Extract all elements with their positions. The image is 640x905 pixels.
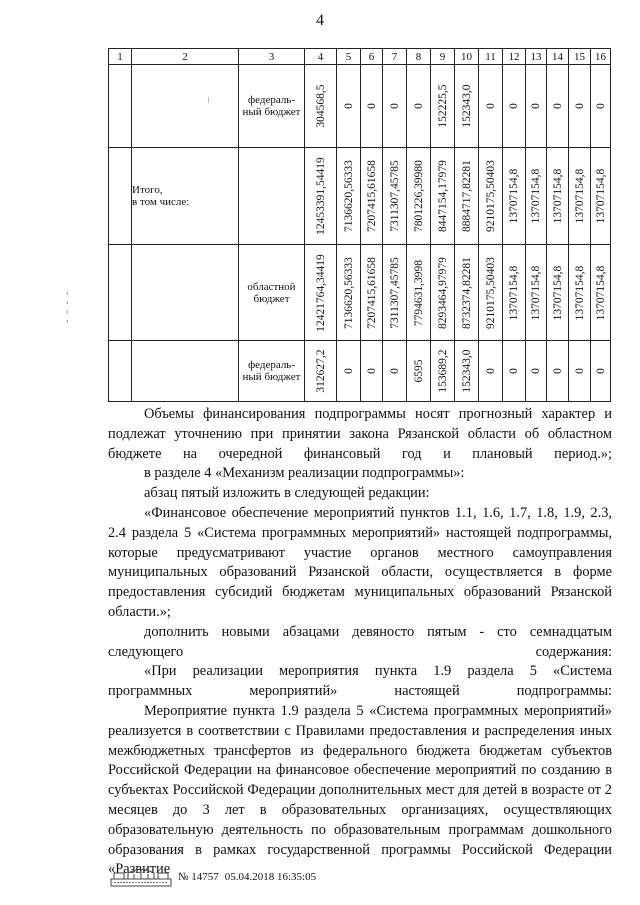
amount-value: 0 bbox=[573, 103, 586, 109]
funding-source-cell: федераль- ный бюджет bbox=[239, 65, 305, 148]
amount-value: 312627,2 bbox=[314, 349, 327, 393]
paragraph-fifth-abzac: абзац пятый изложить в следующей редакции: bbox=[144, 485, 430, 502]
amount-value: 152225,5 bbox=[436, 84, 449, 128]
amount-value: 12421764,34419 bbox=[314, 253, 327, 332]
amount-cell bbox=[305, 341, 337, 402]
amount-value: 0 bbox=[530, 103, 542, 109]
amount-cell bbox=[569, 245, 591, 341]
row-label-cell bbox=[132, 65, 239, 148]
handwritten-tick: ǀ bbox=[208, 96, 210, 105]
amount-cell bbox=[383, 341, 407, 402]
row-number-cell bbox=[109, 341, 132, 402]
amount-cell bbox=[526, 341, 547, 402]
column-header: 10 bbox=[455, 49, 479, 65]
row-number-cell bbox=[109, 245, 132, 341]
amount-value: 0 bbox=[365, 103, 378, 109]
row-number-cell bbox=[109, 148, 132, 245]
amount-cell bbox=[305, 65, 337, 148]
column-header: 5 bbox=[337, 49, 361, 65]
amount-value: 12453391,54419 bbox=[314, 157, 327, 235]
amount-value: 0 bbox=[365, 368, 378, 374]
amount-cell bbox=[407, 148, 431, 245]
amount-cell bbox=[305, 245, 337, 341]
amount-value: 0 bbox=[573, 368, 586, 374]
funding-source-cell: областной бюджет bbox=[239, 245, 305, 341]
amount-value: 13707154,8 bbox=[551, 265, 564, 320]
table-row bbox=[109, 341, 611, 402]
table-row bbox=[109, 65, 611, 148]
amount-value: 7311307,45785 bbox=[388, 160, 401, 232]
amount-value: 152343,0 bbox=[460, 84, 473, 128]
amount-cell bbox=[455, 148, 479, 245]
column-header: 15 bbox=[569, 49, 591, 65]
amount-cell bbox=[361, 148, 383, 245]
amount-cell bbox=[569, 65, 591, 148]
amount-cell bbox=[503, 341, 526, 402]
amount-cell bbox=[305, 148, 337, 245]
paragraph-item-1-9: «При реализации мероприятия пункта 1.9 раздела 5 «Система программных мероприятий» настоящей подпрограммы: bbox=[108, 663, 612, 700]
amount-cell bbox=[337, 65, 361, 148]
amount-value: 0 bbox=[594, 103, 607, 109]
column-header: 13 bbox=[526, 49, 547, 65]
amount-cell bbox=[455, 245, 479, 341]
column-header: 2 bbox=[132, 49, 239, 65]
margin-dash-marks: - - - - bbox=[63, 292, 73, 325]
amount-value: 0 bbox=[508, 368, 520, 374]
row-label-cell bbox=[132, 245, 239, 341]
amount-cell bbox=[479, 148, 503, 245]
amount-cell bbox=[383, 148, 407, 245]
amount-value: 0 bbox=[412, 103, 425, 109]
paragraph-section4-heading: в разделе 4 «Механизм реализации подпрограммы»: bbox=[144, 465, 465, 482]
amount-value: 152343,0 bbox=[460, 349, 473, 393]
funding-source-cell bbox=[239, 148, 305, 245]
amount-cell bbox=[547, 148, 569, 245]
column-header: 16 bbox=[591, 49, 611, 65]
amount-cell bbox=[407, 245, 431, 341]
amount-value: 8732374,82281 bbox=[460, 256, 473, 329]
amount-cell bbox=[337, 148, 361, 245]
amount-cell bbox=[337, 245, 361, 341]
amount-value: 7801226,39980 bbox=[412, 160, 425, 232]
amount-cell bbox=[407, 65, 431, 148]
amount-value: 8884717,82281 bbox=[460, 160, 473, 232]
column-header: 8 bbox=[407, 49, 431, 65]
document-stamp-icon bbox=[110, 867, 172, 887]
amount-cell bbox=[591, 341, 611, 402]
amount-cell bbox=[407, 341, 431, 402]
row-label-cell: Итого, в том числе: bbox=[132, 148, 239, 245]
amount-cell bbox=[503, 148, 526, 245]
amount-cell bbox=[361, 245, 383, 341]
amount-value: 13707154,8 bbox=[594, 168, 607, 224]
footer bbox=[110, 865, 316, 889]
amount-cell bbox=[455, 65, 479, 148]
amount-cell bbox=[547, 341, 569, 402]
amount-cell bbox=[569, 341, 591, 402]
amount-cell bbox=[431, 65, 455, 148]
amount-value: 13707154,8 bbox=[594, 265, 607, 320]
amount-cell bbox=[526, 148, 547, 245]
document-datetime: 05.04.2018 16:35:05 bbox=[224, 871, 317, 883]
table-row bbox=[109, 148, 611, 245]
amount-value: 7794631,3998 bbox=[412, 259, 425, 326]
amount-cell bbox=[479, 65, 503, 148]
amount-value: 9210175,50403 bbox=[484, 256, 497, 329]
amount-cell bbox=[503, 65, 526, 148]
document-number: № 14757 bbox=[178, 871, 219, 883]
amount-cell bbox=[526, 245, 547, 341]
column-header: 12 bbox=[503, 49, 526, 65]
amount-cell bbox=[431, 341, 455, 402]
amount-value: 304568,5 bbox=[314, 84, 327, 128]
amount-cell bbox=[431, 245, 455, 341]
amount-value: 13707154,8 bbox=[530, 168, 542, 224]
column-header: 11 bbox=[479, 49, 503, 65]
column-header: 3 bbox=[239, 49, 305, 65]
amount-value: 9210175,50403 bbox=[484, 160, 497, 232]
amount-value: 8293464,97979 bbox=[436, 256, 449, 329]
amount-cell bbox=[361, 65, 383, 148]
amount-cell bbox=[591, 65, 611, 148]
amount-cell bbox=[361, 341, 383, 402]
amount-value: 0 bbox=[551, 368, 564, 374]
table-row bbox=[109, 245, 611, 341]
amount-cell bbox=[455, 341, 479, 402]
amount-value: 6595 bbox=[412, 359, 425, 383]
paragraph-forecast-note: Объемы финансирования подпрограммы носят прогнозный характер и подлежат уточнению при принятии закона Рязанской области об областном бюджете на очередной финансовый год и плановый период.»; bbox=[108, 406, 612, 462]
paragraph-new-abzacs: дополнить новыми абзацами девяносто пятым - сто семнадцатым следующего содержания: bbox=[108, 623, 612, 660]
amount-value: 7207415,61658 bbox=[365, 256, 378, 329]
amount-value: 13707154,8 bbox=[508, 168, 520, 224]
paragraph-measure-description: Мероприятие пункта 1.9 раздела 5 «Система программных мероприятий» реализуется в соответствии с Правилами предоставления и распределения иных межбюджетных трансфертов из федерального бюджета бюджетам субъектов Российской Федерации на финансовое обеспечение мероприятий по созданию в субъектах Российской Федерации дополнительных мест для детей в возрасте от 2 месяцев до 3 лет в образовательных организациях, осуществляющих образовательную деятельность по образовательным программам дошкольного образования в рамках государственной программы Российской Федерации «Развитие bbox=[108, 702, 612, 878]
amount-value: 13707154,8 bbox=[530, 265, 542, 320]
amount-value: 0 bbox=[484, 368, 497, 374]
amount-cell bbox=[383, 245, 407, 341]
amount-cell bbox=[479, 245, 503, 341]
amount-cell bbox=[547, 245, 569, 341]
column-header: 4 bbox=[305, 49, 337, 65]
amount-value: 0 bbox=[342, 368, 355, 374]
amount-value: 0 bbox=[530, 368, 542, 374]
amount-value: 153689,2 bbox=[436, 349, 449, 393]
amount-value: 0 bbox=[342, 103, 355, 109]
amount-cell bbox=[383, 65, 407, 148]
amount-value: 13707154,8 bbox=[551, 168, 564, 224]
amount-value: 0 bbox=[484, 103, 497, 109]
amount-cell bbox=[569, 148, 591, 245]
column-header: 9 bbox=[431, 49, 455, 65]
body-text bbox=[108, 405, 612, 880]
row-number-cell bbox=[109, 65, 132, 148]
amount-value: 0 bbox=[594, 368, 607, 374]
amount-value: 7207415,61658 bbox=[365, 160, 378, 232]
column-header: 6 bbox=[361, 49, 383, 65]
amount-cell bbox=[479, 341, 503, 402]
amount-value: 0 bbox=[551, 103, 564, 109]
column-header: 14 bbox=[547, 49, 569, 65]
amount-cell bbox=[526, 65, 547, 148]
amount-value: 13707154,8 bbox=[573, 265, 586, 320]
amount-value: 0 bbox=[388, 103, 401, 109]
amount-cell bbox=[431, 148, 455, 245]
amount-value: 13707154,8 bbox=[573, 168, 586, 224]
column-header: 7 bbox=[383, 49, 407, 65]
amount-cell bbox=[503, 245, 526, 341]
amount-cell bbox=[591, 148, 611, 245]
amount-cell bbox=[547, 65, 569, 148]
amount-value: 7136620,56333 bbox=[342, 256, 355, 329]
paragraph-financing: «Финансовое обеспечение мероприятий пунктов 1.1, 1.6, 1.7, 1.8, 1.9, 2.3, 2.4 раздела 5 «Система программных мероприятий» настоящей подпрограммы, которые предусматривают участие органов местного самоуправления муниципальных образований Рязанской области, осуществляется в форме предоставления субсидий бюджетам муниципальных образований Рязанской области.»; bbox=[108, 504, 612, 620]
amount-value: 8447154,17979 bbox=[436, 160, 449, 232]
budget-table bbox=[108, 48, 611, 402]
funding-source-cell: федераль- ный бюджет bbox=[239, 341, 305, 402]
table-header-row bbox=[109, 49, 611, 65]
page-number: 4 bbox=[316, 12, 324, 29]
column-header: 1 bbox=[109, 49, 132, 65]
amount-value: 7311307,45785 bbox=[388, 256, 401, 329]
amount-value: 13707154,8 bbox=[508, 265, 520, 320]
amount-value: 0 bbox=[508, 103, 520, 109]
amount-cell bbox=[591, 245, 611, 341]
amount-value: 7136620,56333 bbox=[342, 160, 355, 232]
amount-value: 0 bbox=[388, 368, 401, 374]
amount-cell bbox=[337, 341, 361, 402]
row-label-cell bbox=[132, 341, 239, 402]
